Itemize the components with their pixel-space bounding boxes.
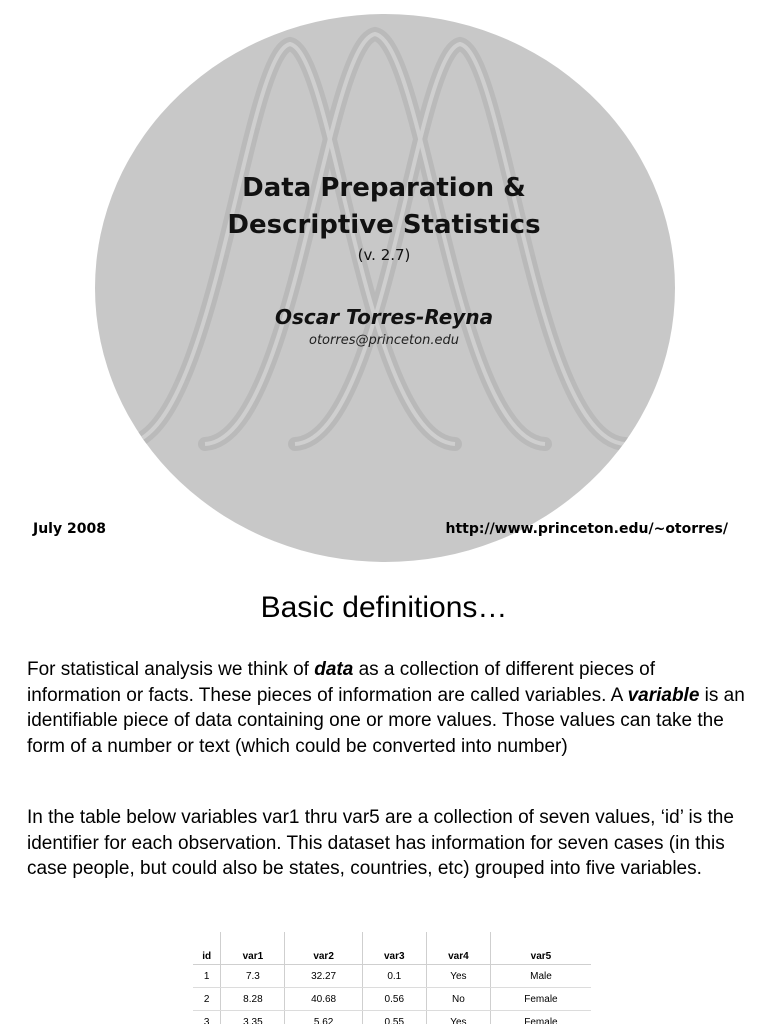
- table-cell: 1: [193, 965, 221, 988]
- definition-paragraph: [27, 657, 747, 759]
- table-cell: Yes: [426, 1011, 490, 1024]
- table-intro-paragraph: In the table below variables var1 thru var5 are a collection of seven values, ‘id’ is the identifier for each observation. This dataset has information for seven cases (in this case people, but could also be states, countries, etc) grouped into five variables.: [27, 807, 734, 879]
- header-id: id: [193, 932, 221, 965]
- section-heading: Basic definitions…: [260, 591, 508, 624]
- table-cell: 5.62: [285, 1011, 362, 1024]
- table-cell: 0.56: [362, 988, 426, 1011]
- table-row: [193, 1011, 591, 1024]
- header-var4: var4: [426, 932, 490, 965]
- table-cell: Yes: [426, 965, 490, 988]
- header-var2: var2: [285, 932, 362, 965]
- table-cell: 40.68: [285, 988, 362, 1011]
- p1-text-3: is an identifiable piece of data containing one or more values. Those values can take the form of a number or text (which could be converted into number): [27, 684, 745, 757]
- author-name: Oscar Torres-Reyna: [274, 305, 494, 329]
- table-row: [193, 988, 591, 1011]
- table-cell: 3.35: [221, 1011, 285, 1024]
- background-circle: [95, 14, 675, 562]
- table-cell: 0.55: [362, 1011, 426, 1024]
- table-cell: 2: [193, 988, 221, 1011]
- slide-date: July 2008: [33, 521, 106, 537]
- emphasis-variable: variable: [627, 684, 700, 706]
- table-cell: 0.1: [362, 965, 426, 988]
- table-row: [193, 965, 591, 988]
- slide-url: http://www.princeton.edu/~otorres/: [445, 521, 728, 537]
- table-cell: Female: [490, 1011, 591, 1024]
- dataset-table: [193, 932, 591, 1024]
- table-cell: 7.3: [221, 965, 285, 988]
- header-var5: var5: [490, 932, 591, 965]
- table-cell: 32.27: [285, 965, 362, 988]
- table-cell: Female: [490, 988, 591, 1011]
- table-cell: 3: [193, 1011, 221, 1024]
- table-cell: 8.28: [221, 988, 285, 1011]
- version-label: (v. 2.7): [357, 246, 411, 264]
- p1-text-1: For statistical analysis we think of: [27, 659, 315, 680]
- table-header-row: [193, 932, 591, 965]
- author-email: otorres@princeton.edu: [309, 333, 459, 348]
- table-cell: No: [426, 988, 490, 1011]
- p1-text-2: as a collection of different pieces of information or facts. These pieces of information are called variables. A: [27, 659, 656, 706]
- slide-title-line1: Data Preparation &: [242, 173, 526, 203]
- header-var1: var1: [221, 932, 285, 965]
- header-var3: var3: [362, 932, 426, 965]
- slide-title-line2: Descriptive Statistics: [227, 210, 541, 240]
- bell-curves-graphic: [95, 14, 675, 562]
- table-cell: Male: [490, 965, 591, 988]
- emphasis-data: data: [314, 659, 354, 680]
